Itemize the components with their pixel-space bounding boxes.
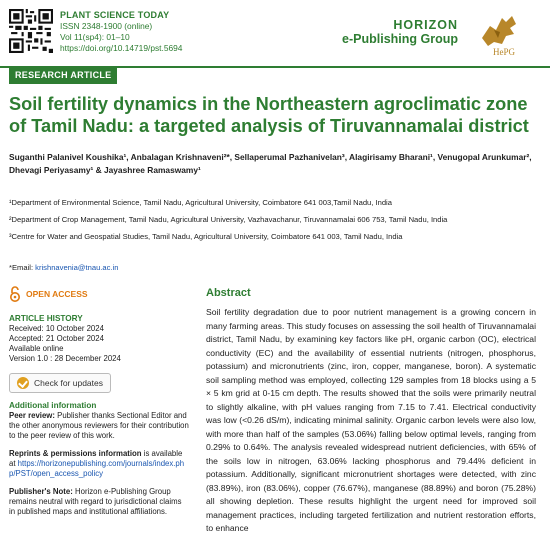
check-for-updates-label: Check for updates: [34, 378, 103, 388]
publisher-logo-icon: [472, 8, 532, 58]
peer-review-label: Peer review:: [9, 411, 55, 420]
open-access: [9, 286, 189, 302]
logo-text: HePG: [493, 47, 515, 57]
open-access-label: OPEN ACCESS: [26, 289, 88, 299]
publisher-subtitle: e-Publishing Group: [342, 32, 458, 46]
qr-code: [9, 9, 53, 53]
reprints-label: Reprints & permissions information: [9, 449, 142, 458]
publisher-name: HORIZON: [393, 18, 458, 32]
email-link[interactable]: krishnavenia@tnau.ac.in: [35, 263, 119, 272]
abstract-heading: Abstract: [206, 287, 251, 299]
sidebar: [9, 286, 189, 517]
article-type-badge: RESEARCH ARTICLE: [9, 66, 117, 84]
journal-info: [60, 10, 182, 54]
journal-issn: ISSN 2348-1900 (online): [60, 21, 153, 31]
affiliation-3: ³Centre for Water and Geospatial Studies, Tamil Nadu, Agricultural University, Coimbatore 641 003, Tamil Nadu, India: [9, 232, 403, 241]
version-date: Version 1.0 : 28 December 2024: [9, 354, 121, 363]
journal-name: PLANT SCIENCE TODAY: [60, 10, 170, 20]
email-label: *Email:: [9, 263, 36, 272]
check-icon: [17, 377, 29, 389]
corresponding-email: [9, 263, 118, 272]
accepted-date: Accepted: 21 October 2024: [9, 334, 104, 343]
reprints-link[interactable]: https://horizonepublishing.com/journals/index.php/PST/open_access_policy: [9, 459, 185, 478]
received-date: Received: 10 October 2024: [9, 324, 104, 333]
reprints-text: is available at: [9, 449, 183, 468]
publisher-note-label: Publisher's Note:: [9, 487, 73, 496]
publisher-note: [9, 487, 189, 517]
journal-volume: Vol 11(sp4): 01–10: [60, 32, 130, 42]
publisher-name-block: [342, 18, 458, 46]
publisher-note-text: Horizon e-Publishing Group remains neutral with regard to jurisdictional claims in published maps and institutional affiliations.: [9, 487, 182, 516]
open-lock-icon: [9, 286, 21, 302]
reprints-note: [9, 449, 189, 479]
article-title: Soil fertility dynamics in the Northeastern agroclimatic zone of Tamil Nadu: a targeted analysis of Tiruvannamalai district: [9, 94, 529, 136]
article-history-heading: ARTICLE HISTORY: [9, 314, 83, 323]
peer-review-note: [9, 411, 189, 441]
additional-info-heading: Additional information: [9, 401, 97, 410]
affiliation-1: ¹Department of Environmental Science, Tamil Nadu, Agricultural University, Coimbatore 641 003,Tamil Nadu, India: [9, 198, 392, 207]
affiliation-2: ²Department of Crop Management, Tamil Nadu, Agricultural University, Vazhavachanur, Tiruvannamalai 606 753, Tamil Nadu, India: [9, 215, 448, 224]
doi-link[interactable]: https://doi.org/10.14719/pst.5694: [60, 43, 183, 53]
affiliations: [9, 197, 539, 248]
author-list: Suganthi Palanivel Koushika¹, Anbalagan Krishnaveni²*, Sellaperumal Pazhanivelan³, Alagirisamy Bharani¹, Venugopal Arunkumar², Dhevagi Periyasamy¹ & Jayashree Ramaswamy¹: [9, 152, 532, 175]
abstract-text: Soil fertility degradation due to poor nutrient management is a growing concern in many farming areas. This study focuses on assessing the soil health of Tiruvannamalai district, Tamil Nadu, by examining key factors like pH, organic carbon (OC), electrical conductivity (EC) and the availability of essential nutrients (nitrogen, phosphorus, potassium) and micronutrients (zinc, iron, copper, manganese, boron). A systematic soil sampling method was employed, collecting 129 samples from 18 blocks using a 5 × 5 km grid at 0-15 cm depth. The results showed that the soils were primarily neutral to slightly alkaline, with pH values ranging from 7.15 to 7.41. Electrical conductivity was low (<0.26 dS/m), indicating minimal salinity. Organic carbon levels were also low, with more than half of the samples (53.06%) falling below optimal levels, ranging from 0.29% to 0.64%. The analysis revealed widespread nutrient deficiencies, with 65% of the soils low in nitrogen, 63.06% lacking phosphorus and 79.44% deficient in potassium. Additionally, significant micronutrient shortages were detected, with zinc (83.89%), iron (83.06%), copper (76.67%), manganese (88.89%) and boron (75.28%) all showing depletion. These results highlight the urgent need for improved soil management practices, including targeted fertilization and nutrient restoration efforts, to enhance: [206, 307, 536, 533]
available-online: Available online: [9, 344, 64, 353]
check-for-updates-button[interactable]: [9, 373, 111, 393]
peer-review-text: Publisher thanks Sectional Editor and the other anonymous reviewers for their contribution to the peer review of this work.: [9, 411, 189, 440]
